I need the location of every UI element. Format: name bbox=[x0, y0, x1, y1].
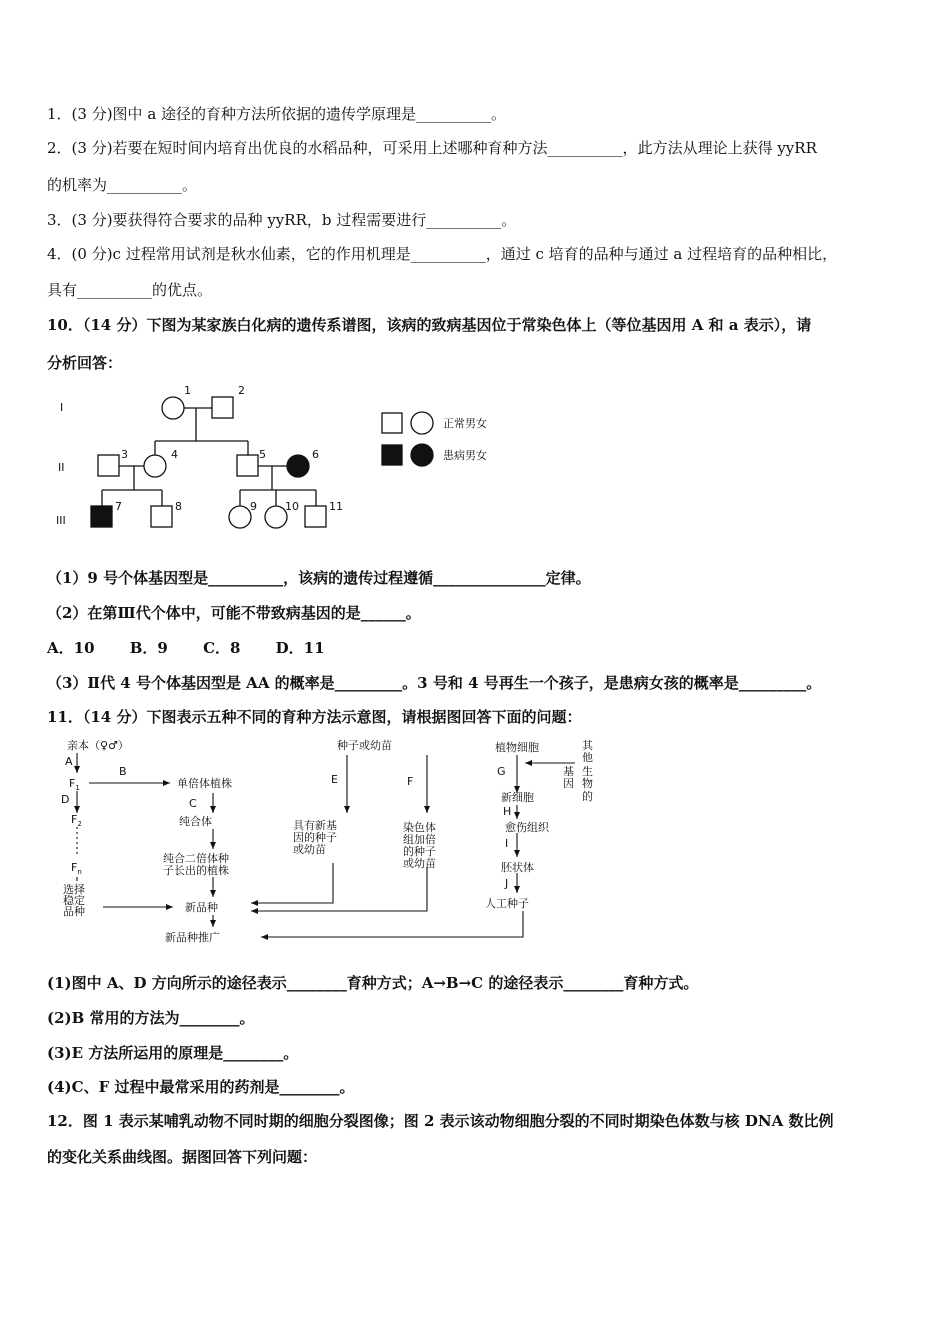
promote-label: 新品种推广 bbox=[165, 931, 220, 944]
individual-1 bbox=[162, 397, 184, 419]
legend-affected-female bbox=[411, 444, 433, 466]
label-F: F bbox=[407, 775, 414, 788]
double-l1: 染色体 bbox=[403, 821, 436, 834]
question-11: 11．（14 分）下图表示五种不同的育种方法示意图，请根据图回答下面的问题： bbox=[47, 708, 582, 726]
individual-4 bbox=[144, 455, 166, 477]
id-1: 1 bbox=[184, 384, 191, 397]
question-11-4: (4)C、F 过程中最常采用的药剂是________。 bbox=[47, 1078, 355, 1096]
question-12-cont: 的变化关系曲线图。据图回答下列问题： bbox=[47, 1148, 318, 1166]
diploid-l1: 纯合二倍体种 bbox=[163, 852, 229, 865]
question-10-2: （2）在第Ⅲ代个体中，可能不带致病基因的是______。 bbox=[47, 604, 421, 622]
label-E: E bbox=[331, 773, 338, 786]
new-variety-label: 新品种 bbox=[185, 901, 218, 914]
double-l2: 组加倍 bbox=[403, 833, 436, 846]
label-F2: $F_2$ bbox=[71, 813, 82, 828]
haploid-label: 单倍体植株 bbox=[177, 777, 232, 790]
question-10-options: A．10 B．9 C．8 D．11 bbox=[47, 639, 325, 657]
diploid-l2: 子长出的植株 bbox=[163, 864, 229, 877]
gene-l1: 基 bbox=[563, 765, 574, 778]
other-l1: 其 bbox=[582, 739, 593, 752]
gen-label-1: I bbox=[60, 401, 64, 414]
gen-label-2: II bbox=[58, 461, 65, 474]
id-3: 3 bbox=[121, 448, 128, 461]
individual-7 bbox=[91, 506, 112, 527]
double-l3: 的种子 bbox=[403, 845, 436, 858]
id-10: 10 bbox=[285, 500, 299, 513]
label-J: J bbox=[505, 877, 509, 890]
question-4: 4．(0 分)c 过程常用试剂是秋水仙素，它的作用机理是__________，通过 c 培育的品种与通过 a 过程培育的品种相比， bbox=[47, 245, 838, 263]
individual-2 bbox=[212, 397, 233, 418]
new-cell-label: 新细胞 bbox=[501, 791, 534, 804]
individual-8 bbox=[151, 506, 172, 527]
label-A: A bbox=[65, 755, 73, 768]
legend-normal-male bbox=[382, 413, 402, 433]
label-H: H bbox=[503, 805, 512, 818]
pure-label: 纯合体 bbox=[179, 815, 212, 828]
id-5: 5 bbox=[259, 448, 266, 461]
label-G: G bbox=[497, 765, 506, 778]
question-10-3: （3）Ⅱ代 4 号个体基因型是 AA 的概率是_________。3 号和 4 号再生一个孩子，是患病女孩的概率是_________。 bbox=[47, 674, 822, 692]
seed-label: 种子或幼苗 bbox=[337, 739, 392, 752]
question-11-2: (2)B 常用的方法为________。 bbox=[47, 1009, 255, 1027]
legend-affected-male bbox=[382, 445, 402, 465]
question-10-cont: 分析回答： bbox=[47, 354, 123, 372]
parents-label: 亲本（♀♂） bbox=[67, 739, 129, 752]
individual-9 bbox=[229, 506, 251, 528]
artificial-seed-label: 人工种子 bbox=[485, 897, 529, 910]
id-9: 9 bbox=[250, 500, 257, 513]
newgene-l1: 具有新基 bbox=[293, 819, 337, 832]
other-l5: 的 bbox=[582, 790, 593, 803]
legend-normal-label: 正常男女 bbox=[443, 417, 487, 430]
label-Fn: $F_n$ bbox=[71, 861, 82, 876]
id-6: 6 bbox=[312, 448, 319, 461]
newgene-l2: 因的种子 bbox=[293, 831, 337, 844]
question-3: 3．(3 分)要获得符合要求的品种 yyRR，b 过程需要进行__________。 bbox=[47, 211, 517, 229]
id-8: 8 bbox=[175, 500, 182, 513]
label-C: C bbox=[189, 797, 197, 810]
question-1: 1．(3 分)图中 a 途径的育种方法所依据的遗传学原理是__________。 bbox=[47, 105, 507, 123]
label-I: I bbox=[505, 837, 509, 850]
individual-3 bbox=[98, 455, 119, 476]
question-2: 2．(3 分)若要在短时间内培育出优良的水稻品种，可采用上述哪种育种方法__________，此方法从理论上获得 yyRR bbox=[47, 139, 817, 157]
individual-5 bbox=[237, 455, 258, 476]
id-11: 11 bbox=[329, 500, 343, 513]
legend-affected-label: 患病男女 bbox=[443, 449, 487, 462]
breeding-diagram bbox=[55, 735, 625, 950]
id-2: 2 bbox=[238, 384, 245, 397]
embryoid-label: 胚状体 bbox=[501, 861, 534, 874]
label-D: D bbox=[61, 793, 70, 806]
select-l3: 品种 bbox=[63, 905, 85, 918]
id-7: 7 bbox=[115, 500, 122, 513]
pedigree-chart bbox=[40, 380, 520, 540]
question-10: 10．（14 分）下图为某家族白化病的遗传系谱图，该病的致病基因位于常染色体上（等位基因用 A 和 a 表示），请 bbox=[47, 316, 812, 334]
label-B: B bbox=[119, 765, 127, 778]
question-12: 12．图 1 表示某哺乳动物不同时期的细胞分裂图像；图 2 表示该动物细胞分裂的不同时期染色体数与核 DNA 数比例 bbox=[47, 1112, 834, 1130]
question-2-cont: 的机率为__________。 bbox=[47, 176, 198, 194]
double-l4: 或幼苗 bbox=[403, 857, 436, 870]
gen-label-3: III bbox=[56, 514, 66, 527]
question-11-1: (1)图中 A、D 方向所示的途径表示________育种方式；A→B→C 的途径表示________育种方式。 bbox=[47, 974, 699, 992]
question-10-1: （1）9 号个体基因型是__________，该病的遗传过程遵循_______________定律。 bbox=[47, 569, 591, 587]
other-l4: 物 bbox=[582, 777, 593, 790]
gene-l2: 因 bbox=[563, 777, 574, 790]
plant-cell-label: 植物细胞 bbox=[495, 741, 539, 754]
callus-label: 愈伤组织 bbox=[505, 821, 549, 834]
id-4: 4 bbox=[171, 448, 178, 461]
select-l2: 稳定 bbox=[63, 894, 85, 907]
other-l3: 生 bbox=[582, 765, 593, 778]
individual-10 bbox=[265, 506, 287, 528]
newgene-l3: 或幼苗 bbox=[293, 843, 326, 856]
select-l1: 选择 bbox=[63, 883, 85, 896]
question-4-cont: 具有__________的优点。 bbox=[47, 281, 213, 299]
question-11-3: (3)E 方法所运用的原理是________。 bbox=[47, 1044, 299, 1062]
label-F1: $F_1$ bbox=[69, 777, 80, 792]
individual-11 bbox=[305, 506, 326, 527]
individual-6 bbox=[287, 455, 309, 477]
legend-normal-female bbox=[411, 412, 433, 434]
other-l2: 他 bbox=[582, 751, 593, 764]
